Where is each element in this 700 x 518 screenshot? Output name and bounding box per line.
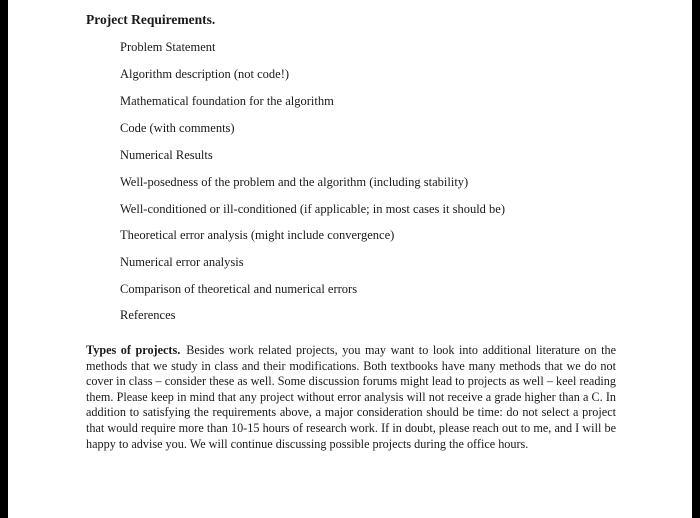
item-text: Well-posedness of the problem and the algorithm (including stability) [120, 175, 469, 189]
paragraph-body: Besides work related projects, you may want to look into additional literature on the methods that we study in class and their modifications. Both textbooks have many methods that we do not cover in class – consider these as well. Some discussion forums might lead to projects as well – keel reading them. Please keep in mind that any project without error analysis will not receive a grade higher than a C. In addition to satisfying the requirements above, a major consideration should be time: do not select a project that would require more than 10-15 hours of research work. If in doubt, please reach out to me, and I will be happy to advise you. We will continue discussing possible projects during the office hours. [86, 343, 616, 451]
item-text: Mathematical foundation for the algorithm [120, 94, 334, 108]
item-text: Theoretical error analysis (might include convergence) [120, 228, 395, 242]
item-text: References [120, 308, 176, 322]
item-text: Numerical error analysis [120, 255, 244, 269]
item-text: Comparison of theoretical and numerical errors [120, 282, 358, 296]
types-of-projects-paragraph [86, 343, 616, 452]
item-text: Problem Statement [120, 40, 216, 54]
item-text: Well-conditioned or ill-conditioned (if applicable; in most cases it should be) [120, 202, 506, 216]
item-text: Numerical Results [120, 148, 213, 162]
item-text: Code (with comments) [120, 121, 235, 135]
paragraph-title: Types of projects. [86, 343, 181, 357]
section-heading: Project Requirements. [86, 12, 216, 27]
item-text: Algorithm description (not code!) [120, 67, 290, 81]
document-page [8, 0, 692, 518]
